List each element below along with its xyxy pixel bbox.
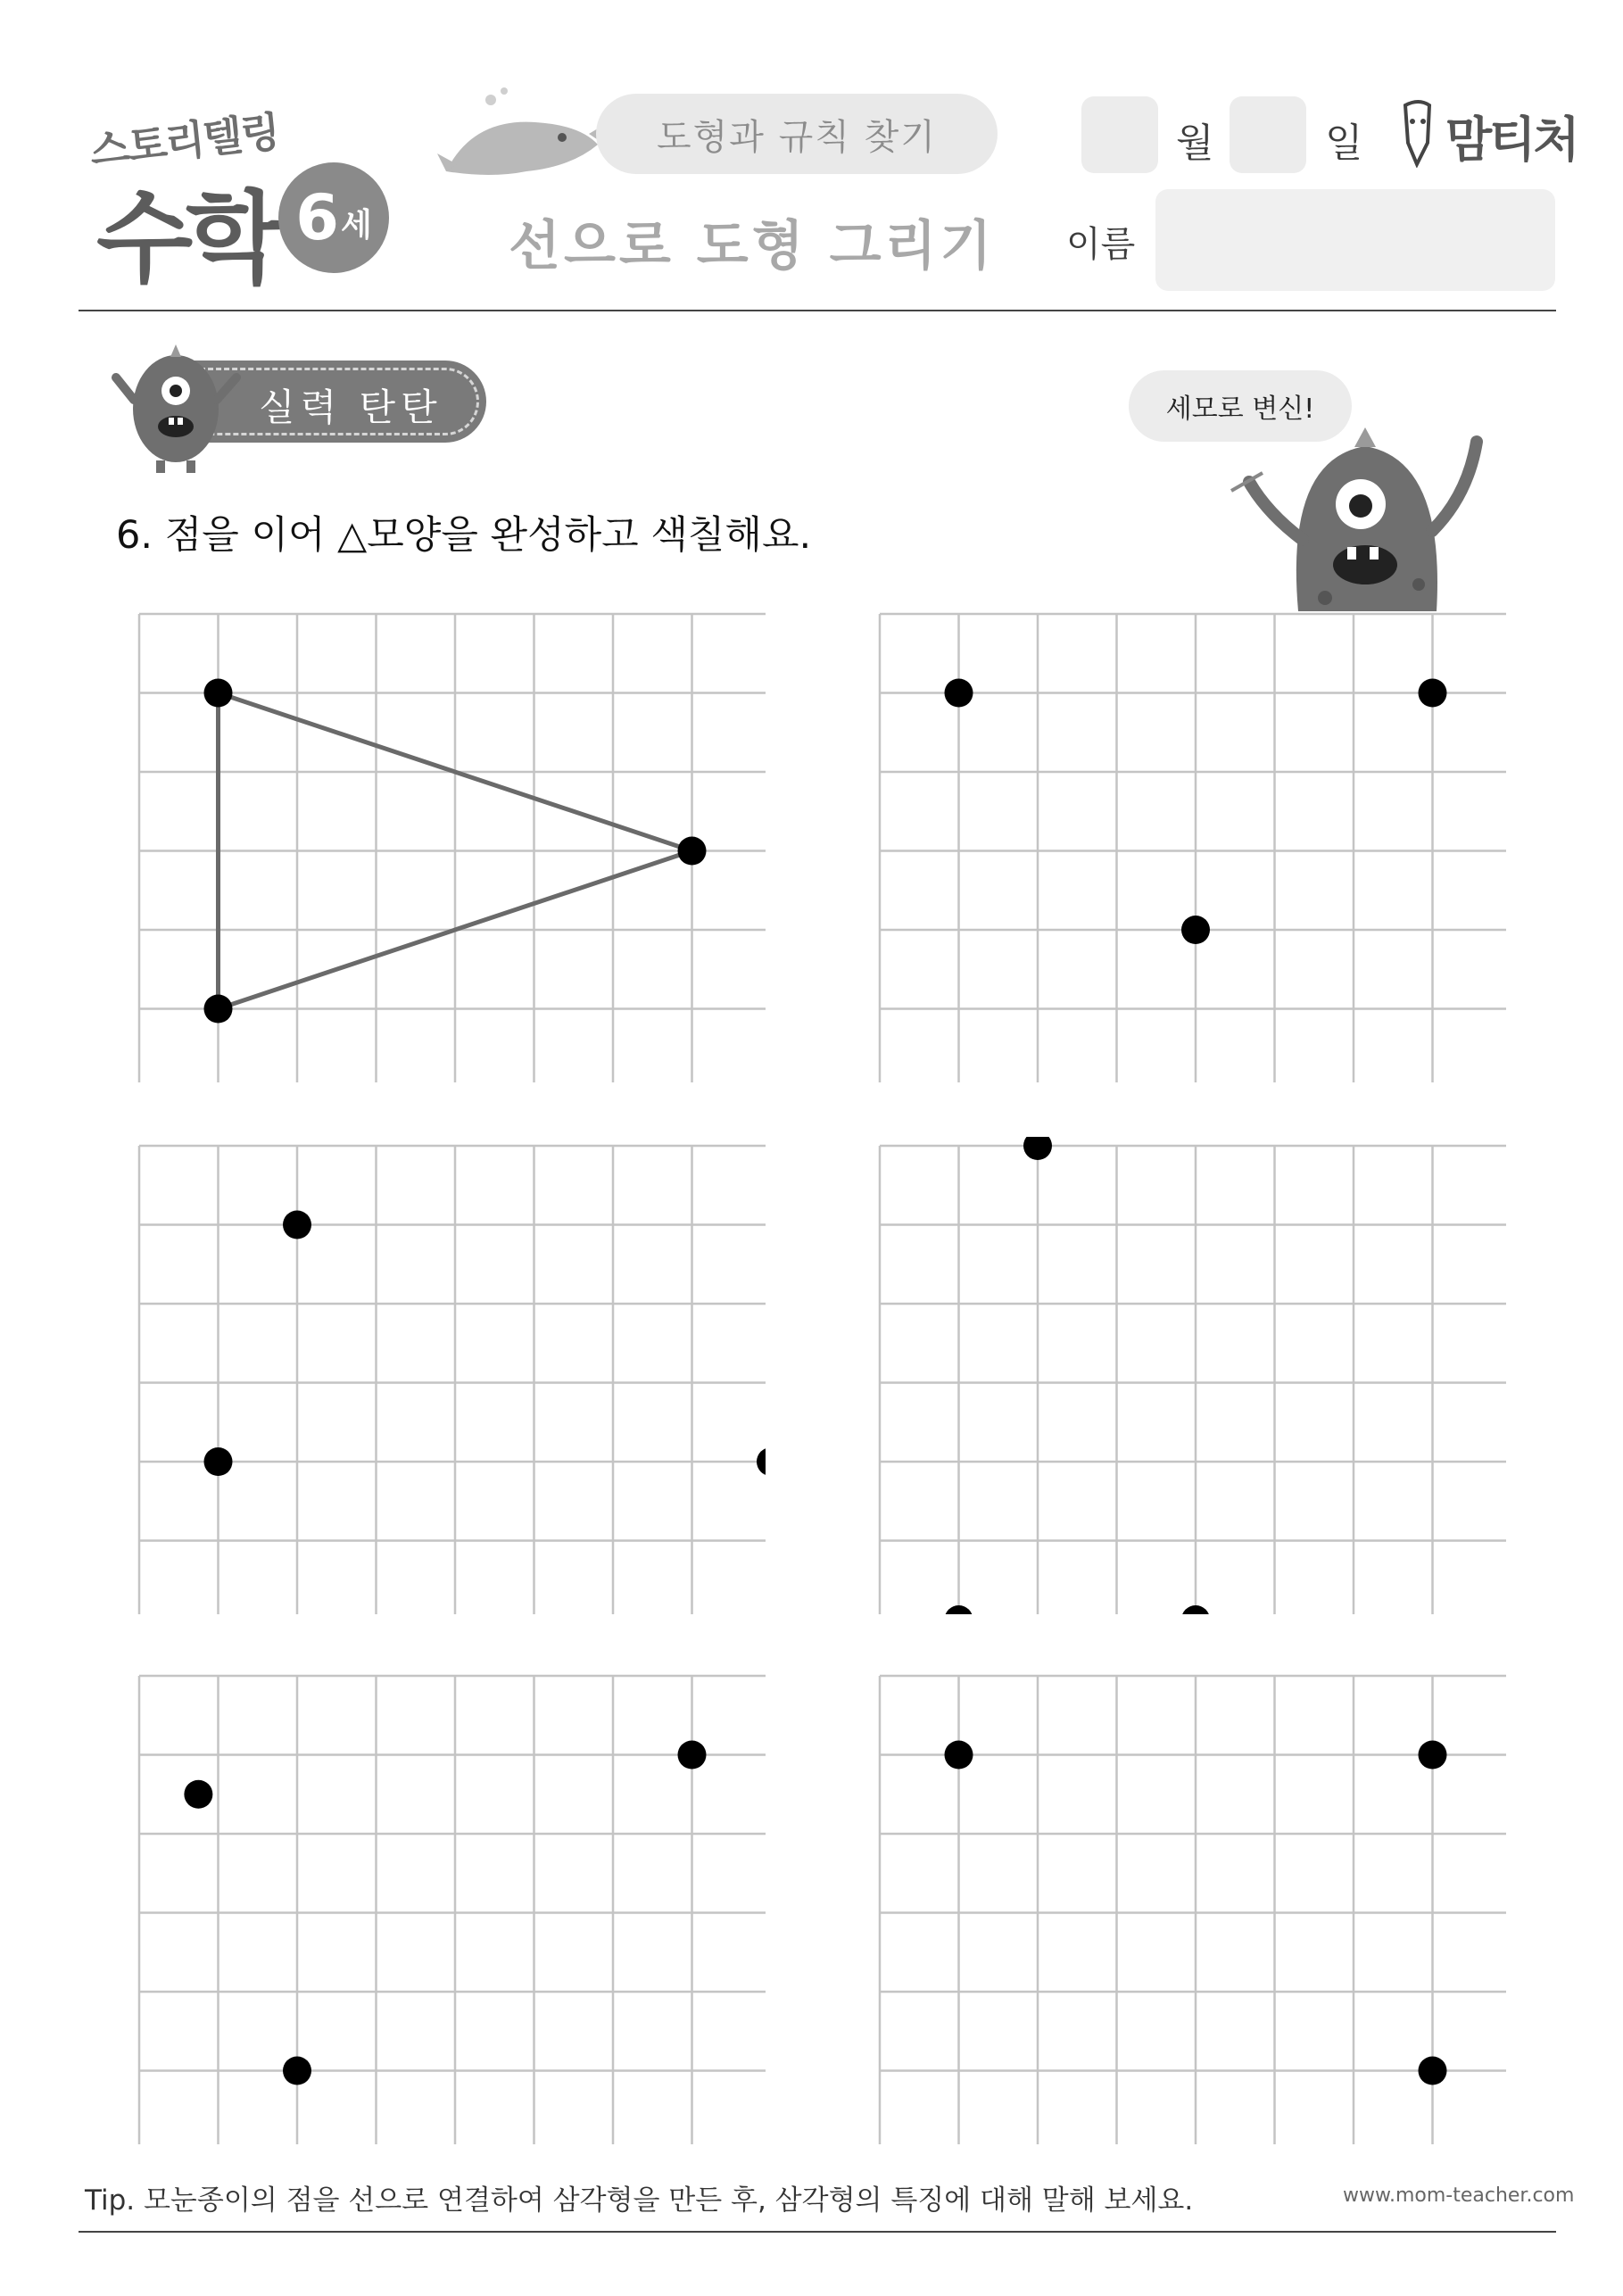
name-label: 이름 xyxy=(1066,224,1136,265)
grid-dot xyxy=(204,679,233,708)
grid-dot xyxy=(204,995,233,1024)
grid-dot xyxy=(1419,1741,1447,1770)
age-suffix: 세 xyxy=(340,206,372,244)
footer-divider xyxy=(79,2231,1556,2233)
grid-dot xyxy=(757,1447,766,1476)
logo-text: 맘티처 xyxy=(1445,112,1577,168)
monster-mascot-illustration xyxy=(1213,406,1499,611)
grid-dot xyxy=(678,1741,707,1770)
age-number: 6 xyxy=(295,181,339,254)
month-input-box[interactable] xyxy=(1081,96,1158,173)
dot-grid-3[interactable] xyxy=(130,1137,766,1614)
grid-dot xyxy=(283,2057,311,2085)
small-monster-illustration xyxy=(112,328,245,476)
brand-top-text: 스토리텔링 xyxy=(87,107,281,175)
dot-grid-4[interactable] xyxy=(871,1137,1506,1614)
dot-grid-2[interactable] xyxy=(871,605,1506,1082)
question-text: 6. 점을 이어 △모양을 완성하고 색칠해요. xyxy=(116,513,812,558)
grid-dot xyxy=(1181,1605,1210,1614)
grid-dot xyxy=(1419,679,1447,708)
dot-grid-6[interactable] xyxy=(871,1667,1506,2144)
grid-dot xyxy=(184,1780,212,1809)
grid-dot xyxy=(945,1605,973,1614)
lesson-title: 선으로 도형 그리기 xyxy=(509,215,996,278)
day-label: 일 xyxy=(1325,120,1363,166)
grid-dot xyxy=(945,679,973,708)
month-label: 월 xyxy=(1176,120,1214,166)
day-input-box[interactable] xyxy=(1230,96,1306,173)
grid-dot xyxy=(1181,916,1210,944)
brand-main-text: 수학 xyxy=(96,181,276,297)
website-url: www.mom-teacher.com xyxy=(1343,2184,1575,2207)
grid-dot xyxy=(1023,1137,1052,1160)
age-badge xyxy=(278,162,389,273)
grid-dot xyxy=(945,1741,973,1770)
grid-dot xyxy=(204,1447,233,1476)
whale-illustration xyxy=(437,82,616,198)
tip-text: Tip. 모눈종이의 점을 선으로 연결하여 삼각형을 만든 후, 삼각형의 특징에 대해 말해 보세요. xyxy=(85,2184,1194,2217)
mom-teacher-logo xyxy=(1392,98,1597,168)
dot-grid-5[interactable] xyxy=(130,1667,766,2144)
speech-bubble: 세모로 변신! xyxy=(1129,370,1352,442)
section-banner-label: 실력 탄탄 xyxy=(259,385,443,429)
name-input-box[interactable] xyxy=(1155,189,1555,291)
grid-dot xyxy=(678,837,707,866)
grid-dot xyxy=(1419,2057,1447,2085)
dot-grid-1[interactable] xyxy=(130,605,766,1082)
topic-pill: 도형과 규칙 찾기 xyxy=(596,94,998,174)
pencil-icon xyxy=(1392,98,1445,168)
grid-dot xyxy=(283,1211,311,1239)
header-divider xyxy=(79,310,1556,311)
